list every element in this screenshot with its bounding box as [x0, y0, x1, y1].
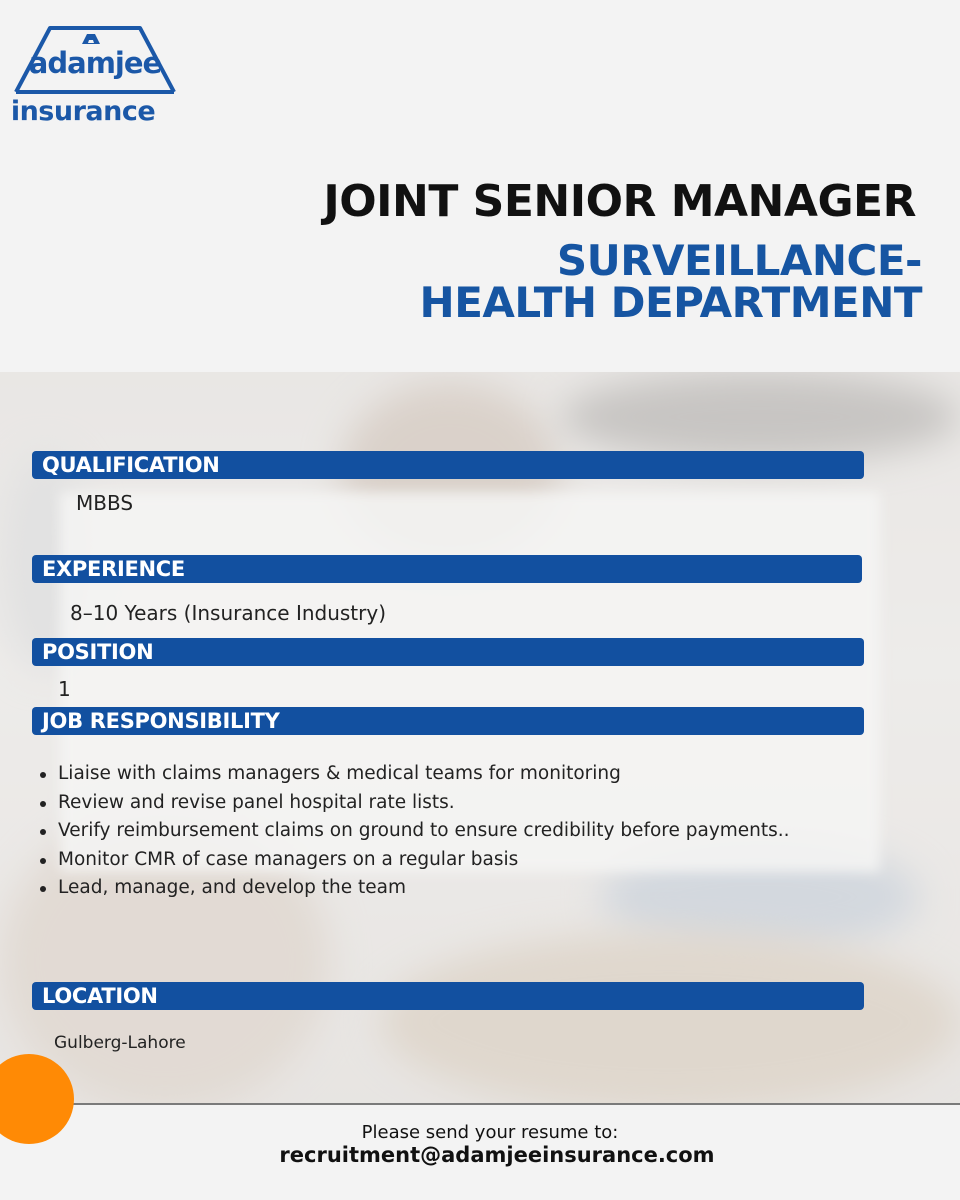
logo-wordmark-top: adamjee: [28, 46, 162, 80]
experience-header: EXPERIENCE: [32, 555, 862, 583]
responsibility-item: Verify reimbursement claims on ground to ensure credibility before payments..: [38, 817, 818, 846]
position-header: POSITION: [32, 638, 864, 666]
responsibility-item: Lead, manage, and develop the team: [38, 874, 818, 903]
logo-wordmark-bottom: insurance: [10, 96, 156, 127]
resume-prompt: Please send your resume to:: [361, 1122, 619, 1143]
qualification-value: MBBS: [76, 491, 134, 515]
experience-value: 8–10 Years (Insurance Industry): [70, 601, 387, 625]
location-header: LOCATION: [32, 982, 864, 1010]
responsibility-item: Liaise with claims managers & medical teams for monitoring: [38, 760, 818, 789]
adamjee-logo: [12, 24, 178, 130]
location-value: Gulberg-Lahore: [54, 1033, 186, 1053]
department-title-line1: SURVEILLANCE-: [556, 236, 922, 285]
recruitment-email-link[interactable]: recruitment@adamjeeinsurance.com: [279, 1143, 715, 1167]
qualification-header: QUALIFICATION: [32, 451, 864, 479]
responsibility-list: [38, 760, 818, 903]
job-responsibility-header: JOB RESPONSIBILITY: [32, 707, 864, 735]
position-value: 1: [58, 677, 71, 701]
responsibility-item: Monitor CMR of case managers on a regular basis: [38, 846, 818, 875]
responsibility-item: Review and revise panel hospital rate lists.: [38, 789, 818, 818]
job-title: JOINT SENIOR MANAGER: [323, 176, 916, 227]
department-title-line2: HEALTH DEPARTMENT: [419, 278, 922, 327]
department-title: [419, 236, 922, 327]
